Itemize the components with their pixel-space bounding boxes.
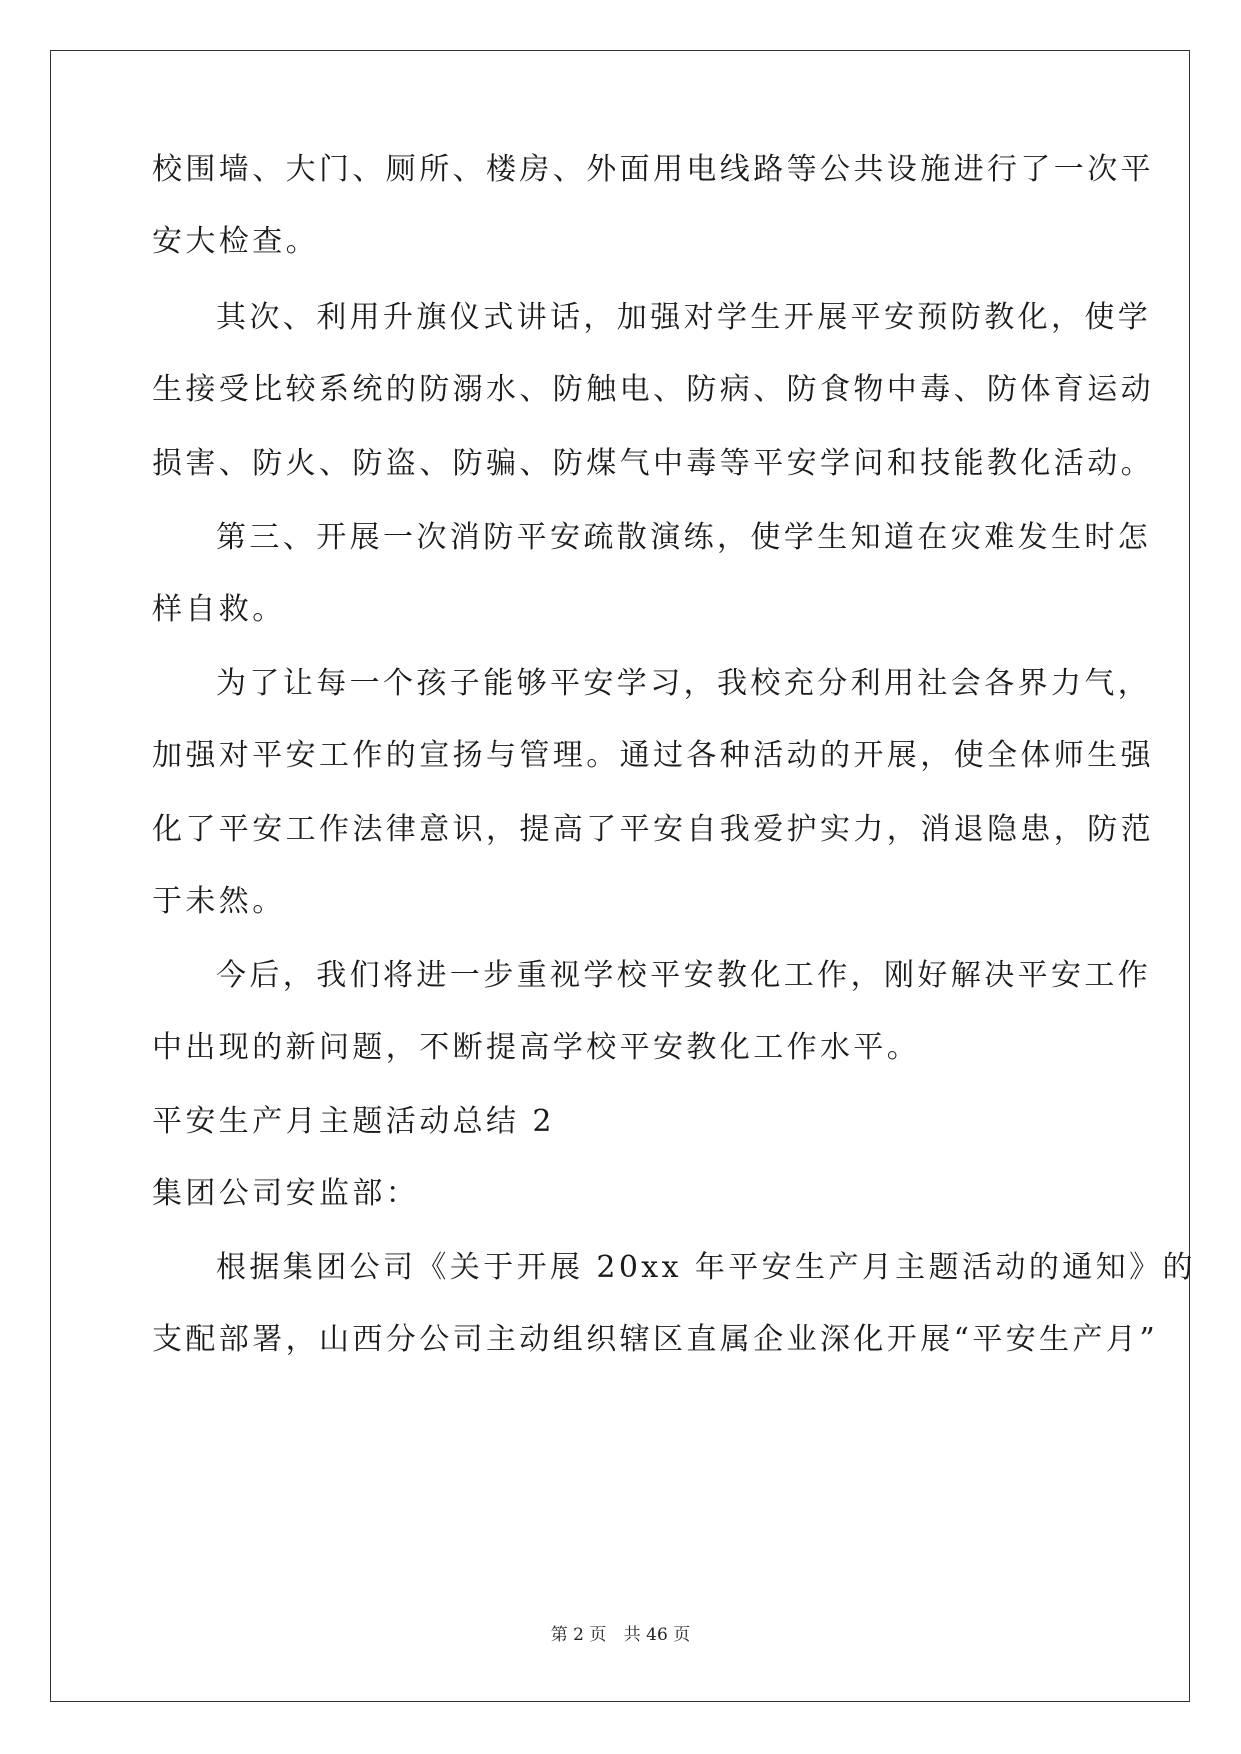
text-line: 校围墙、大门、厕所、楼房、外面用电线路等公共设施进行了一次平 — [152, 152, 1154, 187]
page-border — [50, 50, 1190, 1702]
text-line: 为了让每一个孩子能够平安学习，我校充分利用社会各界力气， — [216, 666, 1152, 701]
text-line: 样自救。 — [152, 592, 286, 627]
page-number: 第 2 页 — [550, 1625, 607, 1645]
text-line: 于未然。 — [152, 884, 286, 919]
text-line: 第三、开展一次消防平安疏散演练，使学生知道在灾难发生时怎 — [216, 520, 1152, 555]
text-line: 化了平安工作法律意识，提高了平安自我爱护实力，消退隐患，防范 — [152, 812, 1154, 847]
text-line: 安大检查。 — [152, 224, 319, 259]
salutation: 集团公司安监部： — [152, 1176, 420, 1211]
text-line: 今后，我们将进一步重视学校平安教化工作，刚好解决平安工作 — [216, 958, 1152, 993]
text-line: 根据集团公司《关于开展 20xx 年平安生产月主题活动的通知》的 — [216, 1250, 1196, 1285]
text-line: 损害、防火、防盗、防骗、防煤气中毒等平安学问和技能教化活动。 — [152, 446, 1154, 481]
text-line: 生接受比较系统的防溺水、防触电、防病、防食物中毒、防体育运动 — [152, 372, 1154, 407]
page-total: 共 46 页 — [623, 1625, 691, 1645]
section-heading: 平安生产月主题活动总结 2 — [152, 1104, 555, 1139]
text-line: 支配部署，山西分公司主动组织辖区直属企业深化开展“平安生产月” — [152, 1322, 1159, 1357]
text-line: 其次、利用升旗仪式讲话，加强对学生开展平安预防教化，使学 — [216, 300, 1152, 335]
page-footer — [0, 1620, 1241, 1645]
text-line: 加强对平安工作的宣扬与管理。通过各种活动的开展，使全体师生强 — [152, 738, 1154, 773]
text-line: 中出现的新问题，不断提高学校平安教化工作水平。 — [152, 1030, 921, 1065]
